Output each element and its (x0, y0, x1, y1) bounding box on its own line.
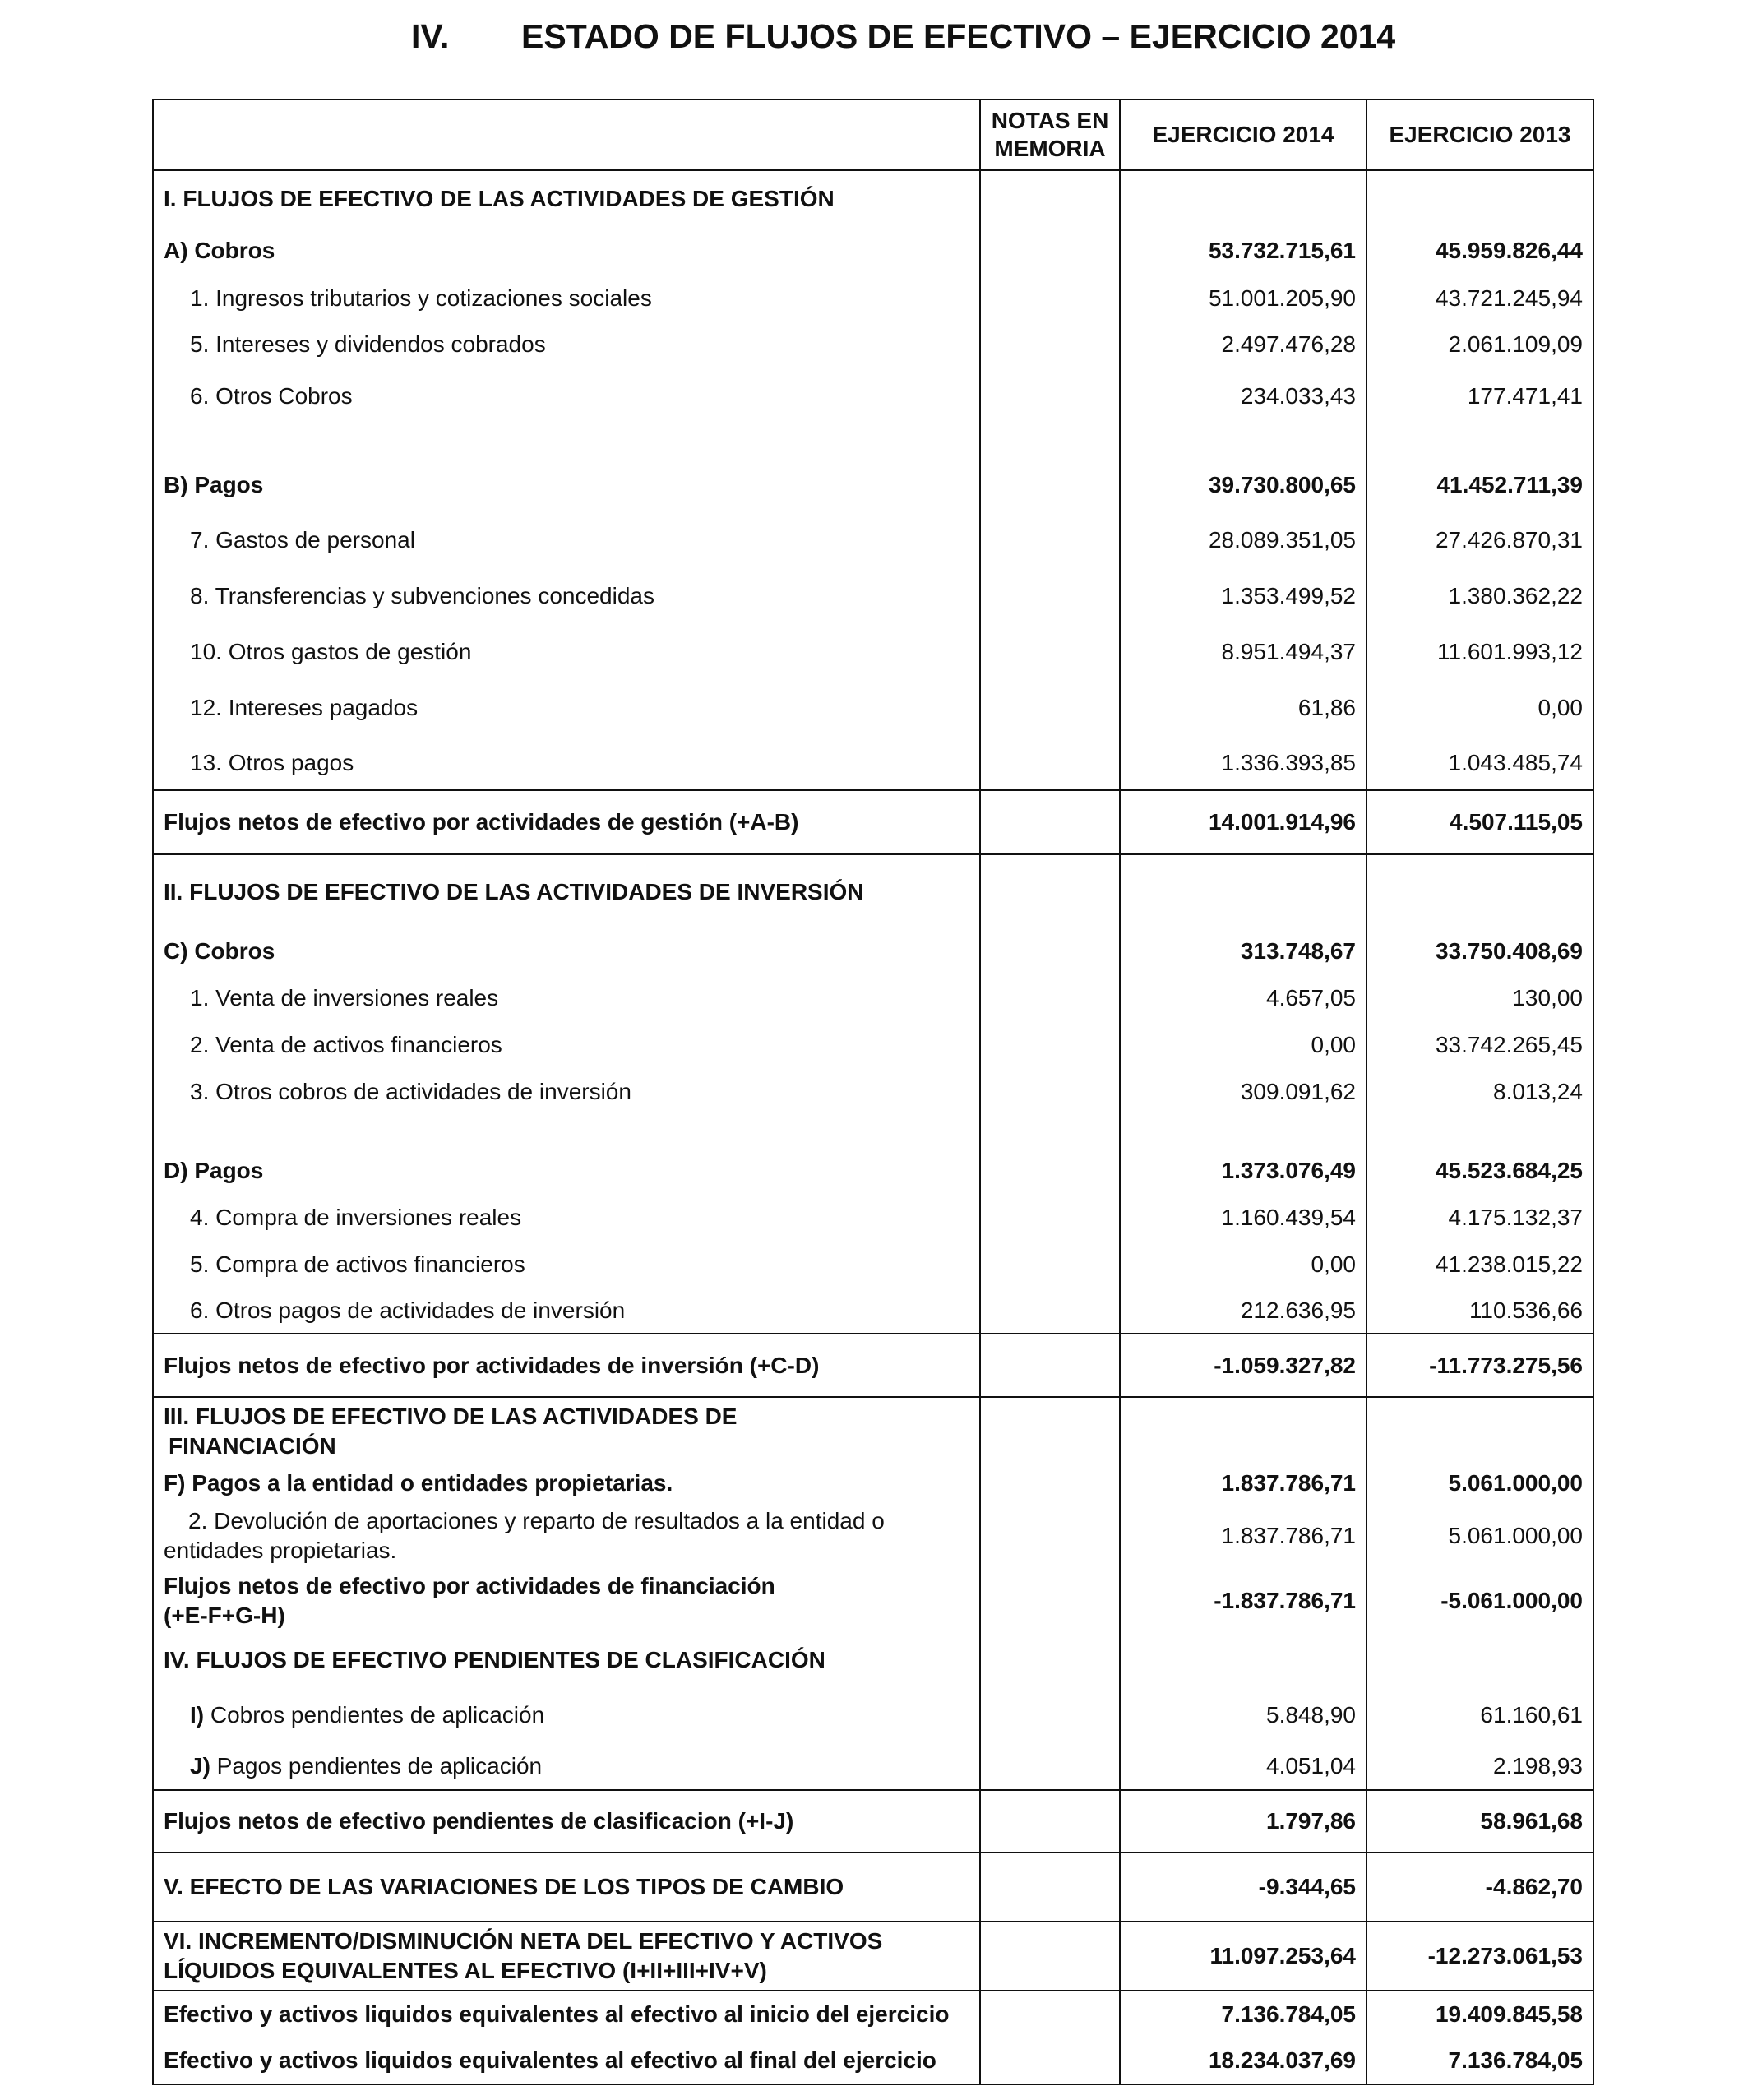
row-value-2014: 234.033,43 (1120, 368, 1366, 425)
row-value-2014: 18.234.037,69 (1120, 2037, 1366, 2084)
row-notes (980, 368, 1120, 425)
row-notes (980, 170, 1120, 226)
row-value-2014: 8.951.494,37 (1120, 624, 1366, 680)
table-row (153, 1632, 1593, 1688)
table-row (153, 512, 1593, 568)
row-value-2014: 53.732.715,61 (1120, 226, 1366, 275)
row-notes (980, 1991, 1120, 2037)
row-notes (980, 1148, 1120, 1194)
row-value-2013: 2.061.109,09 (1366, 321, 1593, 368)
row-label: 6. Otros Cobros (153, 368, 980, 425)
table-row (153, 1241, 1593, 1288)
row-label (153, 1397, 980, 1464)
row-label: 7. Gastos de personal (153, 512, 980, 568)
row-value-2013: 45.523.684,25 (1366, 1148, 1593, 1194)
row-value-2014: 212.636,95 (1120, 1288, 1366, 1334)
row-value-2013: 4.507.115,05 (1366, 790, 1593, 854)
row-notes (980, 974, 1120, 1021)
row-value-2013: 41.452.711,39 (1366, 458, 1593, 512)
row-value-2014: 0,00 (1120, 1241, 1366, 1288)
table-row (153, 680, 1593, 736)
row-label-prefix: I) (190, 1702, 205, 1728)
table-row (153, 1502, 1593, 1570)
row-value-2014: 14.001.914,96 (1120, 790, 1366, 854)
row-label: Flujos netos de efectivo por actividades de inversión (+C-D) (153, 1334, 980, 1397)
row-value-2013: 27.426.870,31 (1366, 512, 1593, 568)
title-text: ESTADO DE FLUJOS DE EFECTIVO – EJERCICIO 2014 (521, 17, 1396, 55)
row-notes (980, 1688, 1120, 1742)
row-value-2013: 5.061.000,00 (1366, 1502, 1593, 1570)
row-notes (980, 1790, 1120, 1853)
row-label: 1. Venta de inversiones reales (153, 974, 980, 1021)
table-row (153, 368, 1593, 425)
row-notes (980, 1570, 1120, 1632)
row-label (153, 1742, 980, 1790)
row-notes (980, 2037, 1120, 2084)
row-value-2013: 41.238.015,22 (1366, 1241, 1593, 1288)
row-label: 1. Ingresos tributarios y cotizaciones sociales (153, 275, 980, 321)
row-label-text: Cobros pendientes de aplicación (204, 1702, 545, 1728)
row-label: V. EFECTO DE LAS VARIACIONES DE LOS TIPOS DE CAMBIO (153, 1853, 980, 1922)
table-row (153, 974, 1593, 1021)
row-label: Flujos netos de efectivo por actividades de gestión (+A-B) (153, 790, 980, 854)
row-label-line1: 2. Devolución de aportaciones y reparto de resultados a la entidad o (188, 1508, 885, 1533)
row-label-line2: (+E-F+G-H) (164, 1603, 285, 1628)
row-label: 10. Otros gastos de gestión (153, 624, 980, 680)
row-notes (980, 1502, 1120, 1570)
row-value-2013: 130,00 (1366, 974, 1593, 1021)
row-value-2014: -1.059.327,82 (1120, 1334, 1366, 1397)
row-value-2014 (1120, 1397, 1366, 1464)
row-notes (980, 680, 1120, 736)
row-label (153, 1922, 980, 1991)
table-row-total (153, 1853, 1593, 1922)
row-value-2013: -11.773.275,56 (1366, 1334, 1593, 1397)
row-value-2013 (1366, 854, 1593, 928)
row-notes (980, 1742, 1120, 1790)
row-value-2013: 45.959.826,44 (1366, 226, 1593, 275)
row-value-2013: -4.862,70 (1366, 1853, 1593, 1922)
row-notes (980, 1334, 1120, 1397)
row-label: A) Cobros (153, 226, 980, 275)
row-value-2013: 5.061.000,00 (1366, 1464, 1593, 1502)
row-value-2013 (1366, 1632, 1593, 1688)
row-notes (980, 1397, 1120, 1464)
row-value-2013 (1366, 1397, 1593, 1464)
table-row (153, 928, 1593, 974)
row-label: Efectivo y activos liquidos equivalentes al efectivo al final del ejercicio (153, 2037, 980, 2084)
table-header-row (153, 99, 1593, 170)
row-label (153, 1502, 980, 1570)
row-notes (980, 854, 1120, 928)
row-value-2013: 19.409.845,58 (1366, 1991, 1593, 2037)
row-label: F) Pagos a la entidad o entidades propietarias. (153, 1464, 980, 1502)
table-row-total (153, 790, 1593, 854)
row-notes (980, 1068, 1120, 1115)
row-label-line2: entidades propietarias. (164, 1538, 397, 1563)
row-value-2013 (1366, 170, 1593, 226)
row-label-text: Pagos pendientes de aplicación (210, 1752, 543, 1779)
row-label-line1: III. FLUJOS DE EFECTIVO DE LAS ACTIVIDADES DE (164, 1403, 738, 1429)
table-row (153, 275, 1593, 321)
row-value-2014: 1.837.786,71 (1120, 1464, 1366, 1502)
row-label-line2: FINANCIACIÓN (169, 1432, 336, 1459)
header-year-2014: EJERCICIO 2014 (1120, 99, 1366, 170)
row-value-2014: 1.797,86 (1120, 1790, 1366, 1853)
row-value-2013: 2.198,93 (1366, 1742, 1593, 1790)
row-label: 2. Venta de activos financieros (153, 1021, 980, 1068)
row-notes (980, 1632, 1120, 1688)
header-notes-line2: MEMORIA (994, 136, 1106, 161)
row-value-2014: 11.097.253,64 (1120, 1922, 1366, 1991)
table-row-total (153, 1922, 1593, 1991)
row-notes (980, 275, 1120, 321)
row-label-prefix: J) (190, 1752, 210, 1779)
row-label: B) Pagos (153, 458, 980, 512)
row-value-2014: 1.160.439,54 (1120, 1194, 1366, 1241)
row-label: IV. FLUJOS DE EFECTIVO PENDIENTES DE CLASIFICACIÓN (153, 1632, 980, 1688)
row-value-2014: 61,86 (1120, 680, 1366, 736)
row-value-2014: 4.051,04 (1120, 1742, 1366, 1790)
row-value-2013: -12.273.061,53 (1366, 1922, 1593, 1991)
row-value-2013: 43.721.245,94 (1366, 275, 1593, 321)
row-notes (980, 1853, 1120, 1922)
table-row (153, 1742, 1593, 1790)
row-value-2014: 5.848,90 (1120, 1688, 1366, 1742)
row-value-2013: 177.471,41 (1366, 368, 1593, 425)
table-row (153, 1397, 1593, 1464)
table-row (153, 1464, 1593, 1502)
row-notes (980, 1288, 1120, 1334)
row-value-2014: 1.837.786,71 (1120, 1502, 1366, 1570)
row-value-2014: 7.136.784,05 (1120, 1991, 1366, 2037)
row-value-2014: 2.497.476,28 (1120, 321, 1366, 368)
row-label: 6. Otros pagos de actividades de inversión (153, 1288, 980, 1334)
table-row (153, 1021, 1593, 1068)
row-label: I. FLUJOS DE EFECTIVO DE LAS ACTIVIDADES DE GESTIÓN (153, 170, 980, 226)
row-value-2013: 1.043.485,74 (1366, 736, 1593, 790)
row-label: 4. Compra de inversiones reales (153, 1194, 980, 1241)
table-row (153, 624, 1593, 680)
row-notes (980, 928, 1120, 974)
table-row-total (153, 1570, 1593, 1632)
table-row-total (153, 1790, 1593, 1853)
row-label: II. FLUJOS DE EFECTIVO DE LAS ACTIVIDADES DE INVERSIÓN (153, 854, 980, 928)
row-value-2014: 4.657,05 (1120, 974, 1366, 1021)
row-label (153, 1688, 980, 1742)
header-notes (980, 99, 1120, 170)
row-label: 8. Transferencias y subvenciones concedidas (153, 568, 980, 624)
row-notes (980, 790, 1120, 854)
row-notes (980, 1241, 1120, 1288)
header-concept (153, 99, 980, 170)
row-label: 12. Intereses pagados (153, 680, 980, 736)
table-row (153, 458, 1593, 512)
table-row (153, 1194, 1593, 1241)
row-value-2013: 8.013,24 (1366, 1068, 1593, 1115)
table-row-total (153, 2037, 1593, 2084)
table-row (153, 1288, 1593, 1334)
row-label (153, 1570, 980, 1632)
row-value-2014 (1120, 854, 1366, 928)
row-label: 13. Otros pagos (153, 736, 980, 790)
row-value-2014: 28.089.351,05 (1120, 512, 1366, 568)
table-row (153, 1068, 1593, 1115)
row-value-2013: 58.961,68 (1366, 1790, 1593, 1853)
row-notes (980, 512, 1120, 568)
row-value-2014: 39.730.800,65 (1120, 458, 1366, 512)
row-notes (980, 1922, 1120, 1991)
row-label: 5. Intereses y dividendos cobrados (153, 321, 980, 368)
row-value-2014 (1120, 1632, 1366, 1688)
row-value-2013: 0,00 (1366, 680, 1593, 736)
row-label: 5. Compra de activos financieros (153, 1241, 980, 1288)
title-number: IV. (411, 17, 450, 55)
row-label: 3. Otros cobros de actividades de inversión (153, 1068, 980, 1115)
row-value-2013: 4.175.132,37 (1366, 1194, 1593, 1241)
row-notes (980, 1194, 1120, 1241)
table-row (153, 1688, 1593, 1742)
row-label-line1: VI. INCREMENTO/DISMINUCIÓN NETA DEL EFECTIVO Y ACTIVOS (164, 1928, 883, 1954)
table-row-total (153, 1991, 1593, 2037)
row-value-2013: 33.742.265,45 (1366, 1021, 1593, 1068)
row-notes (980, 624, 1120, 680)
row-value-2013: 61.160,61 (1366, 1688, 1593, 1742)
row-value-2013: 11.601.993,12 (1366, 624, 1593, 680)
table-row (153, 736, 1593, 790)
row-value-2014: 1.336.393,85 (1120, 736, 1366, 790)
row-value-2013: 110.536,66 (1366, 1288, 1593, 1334)
table-row (153, 1148, 1593, 1194)
row-label: Flujos netos de efectivo pendientes de clasificacion (+I-J) (153, 1790, 980, 1853)
row-value-2013: 7.136.784,05 (1366, 2037, 1593, 2084)
row-notes (980, 736, 1120, 790)
row-label: Efectivo y activos liquidos equivalentes al efectivo al inicio del ejercicio (153, 1991, 980, 2037)
row-value-2014: 313.748,67 (1120, 928, 1366, 974)
header-year-2013: EJERCICIO 2013 (1366, 99, 1593, 170)
spacer-row (153, 425, 1593, 458)
row-value-2014: -1.837.786,71 (1120, 1570, 1366, 1632)
table-row (153, 170, 1593, 226)
row-notes (980, 1464, 1120, 1502)
row-value-2013: 33.750.408,69 (1366, 928, 1593, 974)
row-label: D) Pagos (153, 1148, 980, 1194)
table-row (153, 854, 1593, 928)
row-value-2014: -9.344,65 (1120, 1853, 1366, 1922)
table-row (153, 321, 1593, 368)
row-value-2014: 51.001.205,90 (1120, 275, 1366, 321)
row-value-2014 (1120, 170, 1366, 226)
row-notes (980, 458, 1120, 512)
table-row-total (153, 1334, 1593, 1397)
row-value-2014: 1.353.499,52 (1120, 568, 1366, 624)
row-value-2014: 1.373.076,49 (1120, 1148, 1366, 1194)
row-label: C) Cobros (153, 928, 980, 974)
row-value-2014: 309.091,62 (1120, 1068, 1366, 1115)
table-row (153, 568, 1593, 624)
header-notes-line1: NOTAS EN (991, 108, 1109, 133)
cash-flow-table (152, 99, 1594, 2085)
row-notes (980, 226, 1120, 275)
table-row (153, 226, 1593, 275)
row-notes (980, 321, 1120, 368)
page-title (0, 12, 1748, 61)
row-value-2013: 1.380.362,22 (1366, 568, 1593, 624)
row-value-2014: 0,00 (1120, 1021, 1366, 1068)
row-label-line2: LÍQUIDOS EQUIVALENTES AL EFECTIVO (I+II+III+IV+V) (164, 1958, 767, 1983)
row-value-2013: -5.061.000,00 (1366, 1570, 1593, 1632)
row-notes (980, 568, 1120, 624)
row-label-line1: Flujos netos de efectivo por actividades de financiación (164, 1573, 775, 1598)
row-notes (980, 1021, 1120, 1068)
spacer-row (153, 1115, 1593, 1148)
